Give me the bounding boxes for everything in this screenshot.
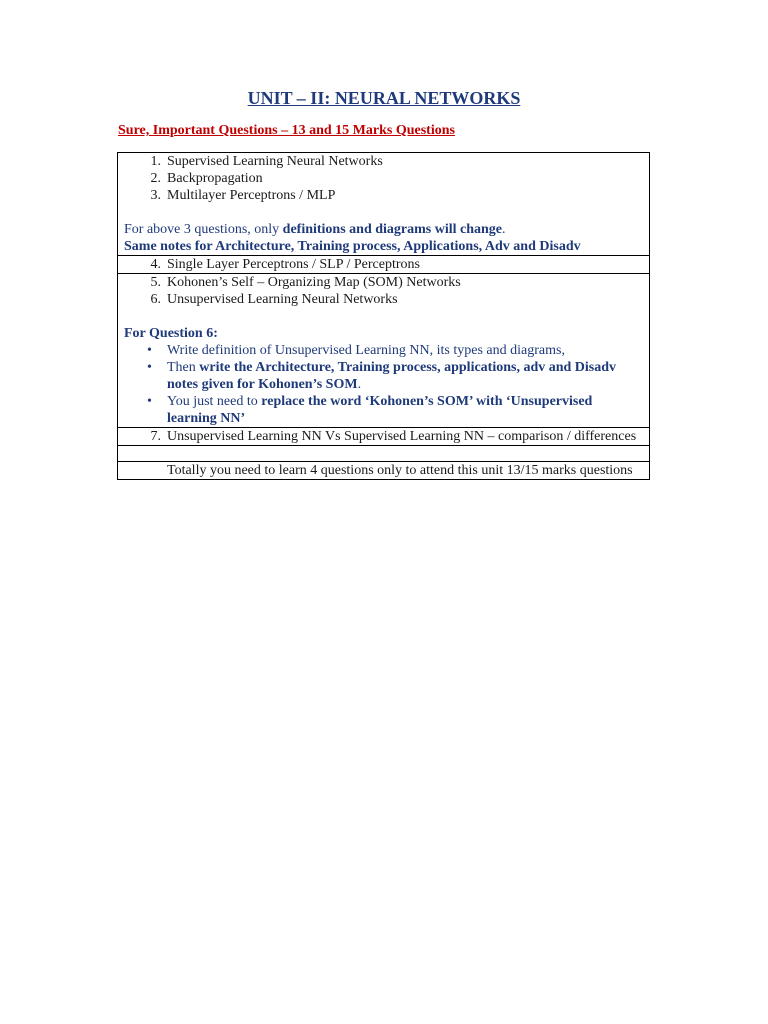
item7-cell	[118, 428, 650, 446]
empty-cell	[118, 446, 650, 462]
bullet-suffix: .	[357, 377, 362, 392]
page-subtitle: Sure, Important Questions – 13 and 15 Marks Questions	[118, 123, 455, 138]
list-item	[124, 256, 643, 273]
list-item	[124, 393, 643, 427]
group1-note-line1	[124, 221, 643, 238]
group1-cell	[118, 153, 650, 256]
item-number: 6.	[150, 292, 161, 307]
item-number: 2.	[150, 171, 161, 186]
note-emphasis: Same notes for Architecture, Training process, Applications, Adv and Disadv	[124, 239, 581, 254]
bullet-emphasis: replace the word ‘Kohonen’s SOM’ with ‘Unsupervised learning NN’	[167, 394, 593, 426]
item-number: 1.	[150, 154, 161, 169]
bullet-icon: •	[147, 360, 152, 375]
item-number: 4.	[150, 257, 161, 272]
table-row	[118, 428, 650, 446]
list-item	[124, 170, 643, 187]
question6-bullets	[124, 342, 643, 427]
item-text: Backpropagation	[167, 171, 263, 186]
list-item	[124, 274, 643, 291]
item4-cell	[118, 256, 650, 274]
note-text: For above 3 questions, only	[124, 222, 283, 237]
bullet-icon: •	[147, 343, 152, 358]
list-item	[124, 359, 643, 393]
bullet-prefix: You just need to	[167, 394, 262, 409]
bullet-prefix: Then	[167, 360, 200, 375]
item-text: Single Layer Perceptrons / SLP / Perceptrons	[167, 257, 420, 272]
table-row	[118, 462, 650, 480]
bullet-text	[167, 393, 643, 427]
item-text: Supervised Learning Neural Networks	[167, 154, 383, 169]
heading-text: For Question 6:	[124, 326, 218, 341]
table-row	[118, 274, 650, 428]
note-emphasis: definitions and diagrams will change	[282, 222, 503, 237]
table-row	[118, 153, 650, 256]
item-text: Multilayer Perceptrons / MLP	[167, 188, 336, 203]
question6-heading	[124, 325, 643, 342]
item-text: Unsupervised Learning Neural Networks	[167, 292, 398, 307]
list-item	[124, 291, 643, 308]
list-item	[124, 153, 643, 170]
group1-note-line2	[124, 238, 643, 255]
summary-text: Totally you need to learn 4 questions only to attend this unit 13/15 marks questions	[167, 463, 633, 478]
bullet-text	[167, 359, 643, 393]
bullet-text: Write definition of Unsupervised Learning NN, its types and diagrams,	[167, 343, 565, 358]
item-number: 5.	[150, 275, 161, 290]
list-item	[124, 428, 643, 445]
bullet-emphasis: write the Architecture, Training process, applications, adv and Disadv notes given for Kohonen’s SOM	[167, 360, 617, 392]
table-row	[118, 256, 650, 274]
item-text: Unsupervised Learning NN Vs Supervised Learning NN – comparison / differences	[167, 429, 637, 444]
note-text: .	[502, 222, 506, 237]
summary-cell	[118, 462, 650, 480]
table-row	[118, 446, 650, 462]
page-title: UNIT – II: NEURAL NETWORKS	[247, 88, 521, 108]
item-number: 7.	[150, 429, 161, 444]
list-item	[124, 187, 643, 204]
item-text: Kohonen’s Self – Organizing Map (SOM) Networks	[167, 275, 461, 290]
item-number: 3.	[150, 188, 161, 203]
bullet-icon: •	[147, 394, 152, 409]
list-item	[124, 342, 643, 359]
group2-cell	[118, 274, 650, 428]
questions-table	[117, 152, 650, 480]
